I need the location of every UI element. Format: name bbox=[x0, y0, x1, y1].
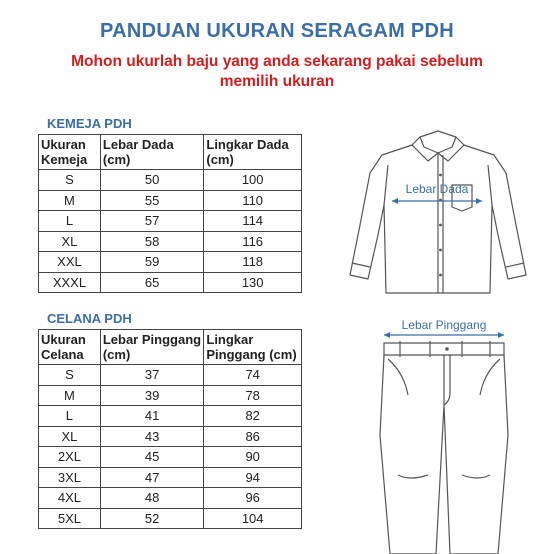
celana-table-row bbox=[39, 365, 302, 386]
celana-width-cell: 52 bbox=[100, 508, 204, 529]
celana-circumference-cell: 104 bbox=[204, 508, 302, 529]
kemeja-size-cell: M bbox=[39, 190, 101, 211]
celana-table-row bbox=[39, 467, 302, 488]
celana-size-cell: 2XL bbox=[39, 447, 101, 468]
kemeja-table-row bbox=[39, 170, 302, 191]
celana-table-row bbox=[39, 508, 302, 529]
kemeja-table-row bbox=[39, 190, 302, 211]
celana-header-width: Lebar Pinggang (cm) bbox=[100, 330, 204, 365]
kemeja-table-row bbox=[39, 211, 302, 232]
kemeja-size-cell: XXL bbox=[39, 252, 101, 273]
celana-size-table bbox=[38, 329, 302, 529]
kemeja-size-cell: XXXL bbox=[39, 272, 101, 293]
celana-width-cell: 41 bbox=[100, 406, 204, 427]
celana-section-title: CELANA PDH bbox=[47, 311, 132, 326]
celana-size-cell: 4XL bbox=[39, 488, 101, 509]
celana-width-cell: 47 bbox=[100, 467, 204, 488]
kemeja-size-table bbox=[38, 134, 302, 293]
instruction-text bbox=[0, 52, 554, 92]
kemeja-circumference-cell: 130 bbox=[204, 272, 302, 293]
celana-size-cell: XL bbox=[39, 426, 101, 447]
celana-circumference-cell: 74 bbox=[204, 365, 302, 386]
celana-size-cell: L bbox=[39, 406, 101, 427]
kemeja-table-row bbox=[39, 252, 302, 273]
celana-circumference-cell: 82 bbox=[204, 406, 302, 427]
kemeja-width-cell: 59 bbox=[100, 252, 203, 273]
kemeja-circumference-cell: 116 bbox=[204, 231, 302, 252]
celana-table-row bbox=[39, 488, 302, 509]
celana-header-circumference: Lingkar Pinggang (cm) bbox=[204, 330, 302, 365]
celana-width-cell: 43 bbox=[100, 426, 204, 447]
celana-circumference-cell: 78 bbox=[204, 385, 302, 406]
celana-header-size: Ukuran Celana bbox=[39, 330, 101, 365]
kemeja-section-title: KEMEJA PDH bbox=[47, 116, 132, 131]
kemeja-table-row bbox=[39, 231, 302, 252]
kemeja-circumference-cell: 118 bbox=[204, 252, 302, 273]
celana-circumference-cell: 90 bbox=[204, 447, 302, 468]
kemeja-circumference-cell: 100 bbox=[204, 170, 302, 191]
instruction-line-1: Mohon ukurlah baju yang anda sekarang pakai sebelum bbox=[71, 53, 483, 70]
celana-table-row bbox=[39, 447, 302, 468]
celana-circumference-cell: 86 bbox=[204, 426, 302, 447]
trousers-measure-label: Lebar Pinggang bbox=[401, 318, 487, 332]
kemeja-circumference-cell: 114 bbox=[204, 211, 302, 232]
celana-table-row bbox=[39, 406, 302, 427]
celana-table-row bbox=[39, 385, 302, 406]
shirt-icon bbox=[340, 125, 540, 295]
instruction-line-2: memilih ukuran bbox=[219, 73, 335, 90]
celana-width-cell: 45 bbox=[100, 447, 204, 468]
celana-size-cell: 5XL bbox=[39, 508, 101, 529]
kemeja-header-size: Ukuran Kemeja bbox=[39, 135, 101, 170]
kemeja-width-cell: 50 bbox=[100, 170, 203, 191]
celana-width-cell: 48 bbox=[100, 488, 204, 509]
kemeja-table-row bbox=[39, 272, 302, 293]
kemeja-width-cell: 58 bbox=[100, 231, 203, 252]
celana-circumference-cell: 94 bbox=[204, 467, 302, 488]
shirt-measure-label: Lebar Dada bbox=[405, 182, 469, 196]
kemeja-width-cell: 65 bbox=[100, 272, 203, 293]
kemeja-size-cell: XL bbox=[39, 231, 101, 252]
kemeja-header-width: Lebar Dada (cm) bbox=[100, 135, 203, 170]
kemeja-header-circumference: Lingkar Dada (cm) bbox=[204, 135, 302, 170]
kemeja-circumference-cell: 110 bbox=[204, 190, 302, 211]
celana-size-cell: 3XL bbox=[39, 467, 101, 488]
celana-table-row bbox=[39, 426, 302, 447]
celana-size-cell: M bbox=[39, 385, 101, 406]
kemeja-size-cell: L bbox=[39, 211, 101, 232]
kemeja-size-cell: S bbox=[39, 170, 101, 191]
trousers-icon bbox=[370, 315, 520, 554]
kemeja-width-cell: 55 bbox=[100, 190, 203, 211]
kemeja-header-row bbox=[39, 135, 302, 170]
kemeja-width-cell: 57 bbox=[100, 211, 203, 232]
page-title: PANDUAN UKURAN SERAGAM PDH bbox=[99, 20, 455, 42]
celana-size-cell: S bbox=[39, 365, 101, 386]
celana-circumference-cell: 96 bbox=[204, 488, 302, 509]
celana-width-cell: 37 bbox=[100, 365, 204, 386]
celana-header-row bbox=[39, 330, 302, 365]
celana-width-cell: 39 bbox=[100, 385, 204, 406]
